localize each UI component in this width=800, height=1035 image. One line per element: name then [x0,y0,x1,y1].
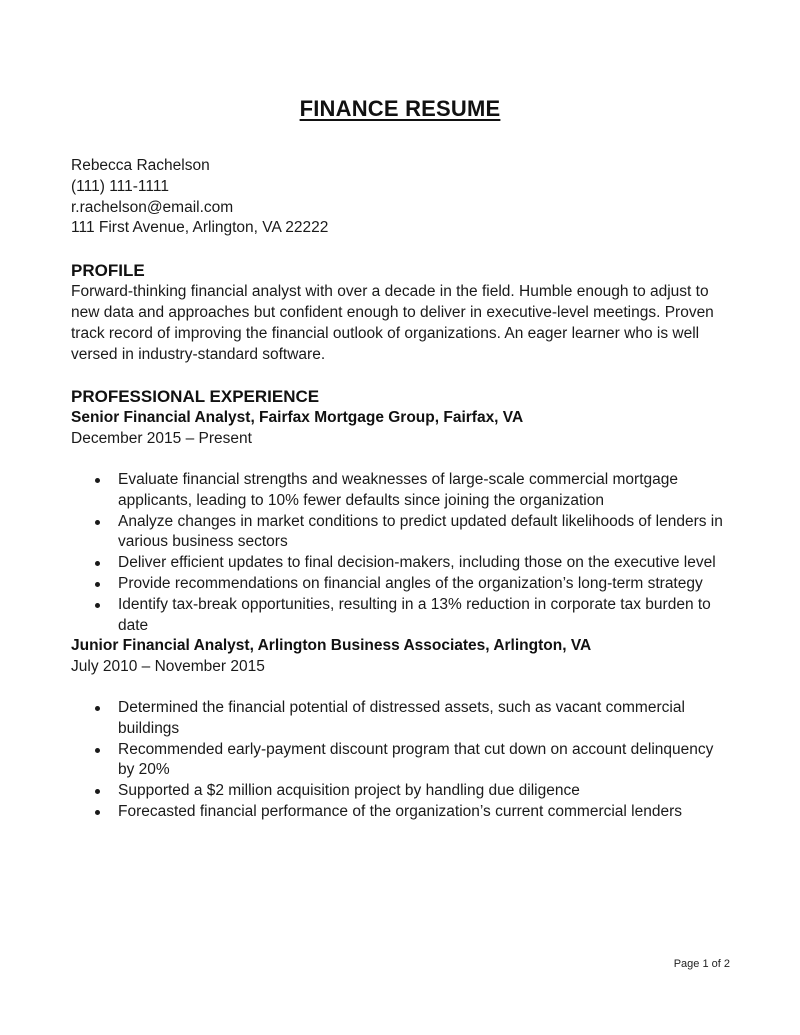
bullet-dot-icon [95,478,100,483]
job-bullet [118,595,731,637]
job-bullet-text: Determined the financial potential of distressed assets, such as vacant commercial buildings [118,698,685,737]
job-bullet-text: Deliver efficient updates to final decision-makers, including those on the executive level [118,554,716,572]
bullet-dot-icon [95,561,100,566]
job-bullet [118,553,731,574]
bullet-dot-icon [95,706,100,711]
job-title: Junior Financial Analyst, Arlington Business Associates, Arlington, VA [71,637,592,655]
contact-name: Rebecca Rachelson [71,157,210,174]
bullet-dot-icon [95,748,100,753]
job-bullet [118,781,731,802]
job-dates: December 2015 – Present [71,430,252,448]
job-bullet [118,740,731,782]
job-bullet [118,698,731,740]
job-bullet [118,512,731,554]
job-dates: July 2010 – November 2015 [71,658,265,676]
job-bullet-text: Supported a $2 million acquisition project by handling due diligence [118,782,580,800]
experience-heading: PROFESSIONAL EXPERIENCE [71,387,320,407]
job-bullet-list [71,470,731,636]
job-bullet [118,470,731,512]
resume-content [71,156,731,823]
job-bullet [118,802,731,823]
contact-address: 111 First Avenue, Arlington, VA 22222 [71,219,329,237]
job-bullet-list [71,698,731,823]
job-bullet-text: Forecasted financial performance of the organization’s current commercial lenders [118,802,683,820]
bullet-dot-icon [95,582,100,587]
bullet-dot-icon [95,603,100,608]
bullet-dot-icon [95,810,100,815]
job-entry-senior [71,408,731,636]
job-entry-junior [71,636,731,822]
contact-phone: (111) 111-1111 [71,177,169,195]
job-bullet [118,574,731,595]
document-title: FINANCE RESUME [299,96,501,121]
bullet-dot-icon [95,520,100,525]
job-bullet-text: Recommended early-payment discount program that cut down on account delinquency by 20% [118,740,714,779]
job-bullet-text: Identify tax-break opportunities, resulting in a 13% reduction in corporate tax burden to date [118,595,711,634]
job-bullet-text: Evaluate financial strengths and weaknesses of large-scale commercial mortgage applicants, leading to 10% fewer defaults since joining the organization [118,470,679,509]
job-bullet-text: Analyze changes in market conditions to predict updated default likelihoods of lenders in various business sectors [118,512,723,551]
page-number: Page 1 of 2 [673,958,730,970]
bullet-dot-icon [95,789,100,794]
job-title: Senior Financial Analyst, Fairfax Mortgage Group, Fairfax, VA [71,409,524,427]
job-bullet-text: Provide recommendations on financial angles of the organization’s long-term strategy [118,574,703,592]
profile-heading: PROFILE [71,261,145,281]
contact-block [71,156,731,239]
contact-email: r.rachelson@email.com [71,198,234,216]
profile-text: Forward-thinking financial analyst with over a decade in the field. Humble enough to adjust to new data and approaches but confident enough to deliver in executive-level meetings. Proven track record of improving the financial outlook of organizations. An eager learner who is well versed in industry-standard software. [71,283,714,363]
